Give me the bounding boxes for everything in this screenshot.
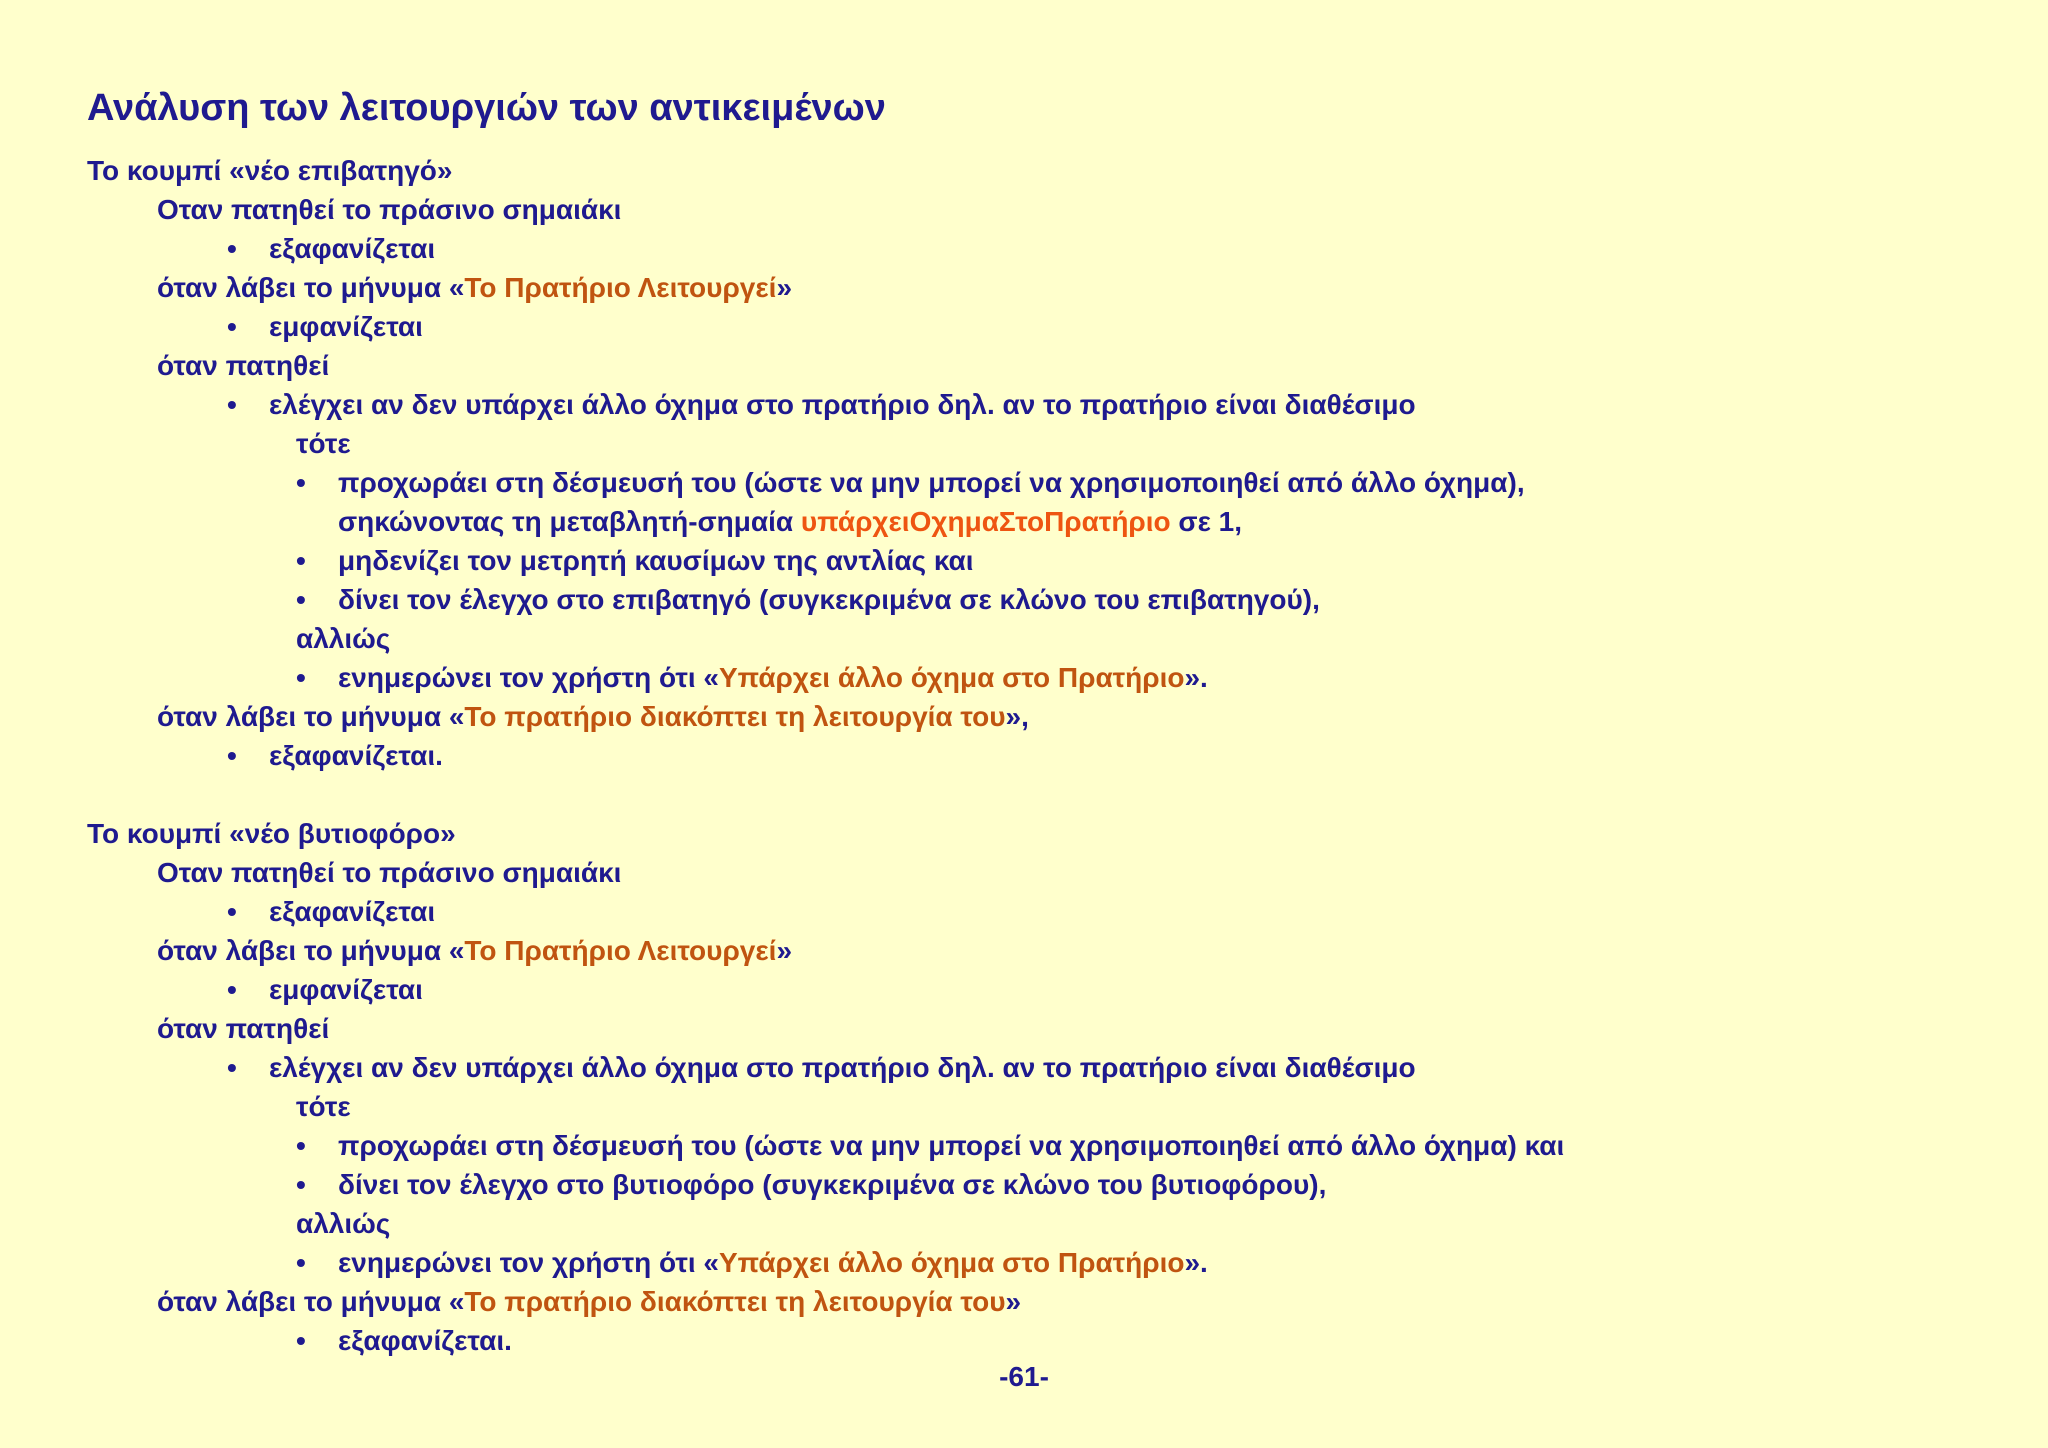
section2-msg-running-line xyxy=(157,932,792,970)
reserve-2-prefix: σηκώνοντας τη μεταβλητή-σημαία xyxy=(338,506,801,537)
msg-prefix: όταν λάβει το μήνυμα « xyxy=(157,935,465,966)
inform-msg: Υπάρχει άλλο όχημα στο Πρατήριο xyxy=(718,662,1185,693)
msg-stop-prefix: όταν λάβει το μήνυμα « xyxy=(157,701,465,732)
bullet-icon: • xyxy=(296,1169,306,1200)
bullet-icon: • xyxy=(227,311,237,342)
page-title: Ανάλυση των λειτουργιών των αντικειμένων xyxy=(87,87,886,129)
section1-then: τότε xyxy=(296,428,351,459)
section1-shows: εμφανίζεται xyxy=(269,311,423,342)
section1-else: αλλιώς xyxy=(296,623,391,654)
bullet-icon: • xyxy=(296,662,306,693)
section1-give-control: δίνει τον έλεγχο στο επιβατηγό (συγκεκριμένα σε κλώνο του επιβατηγού), xyxy=(338,584,1320,615)
section2-hides-end: εξαφανίζεται. xyxy=(338,1325,512,1356)
section2-when-clicked: όταν πατηθεί xyxy=(157,1013,330,1044)
msg-stop: Το πρατήριο διακόπτει τη λειτουργία του xyxy=(464,701,1006,732)
section1-checks: ελέγχει αν δεν υπάρχει άλλο όχημα στο πρατήριο δηλ. αν το πρατήριο είναι διαθέσιμο xyxy=(269,389,1416,420)
section2-checks: ελέγχει αν δεν υπάρχει άλλο όχημα στο πρατήριο δηλ. αν το πρατήριο είναι διαθέσιμο xyxy=(269,1052,1416,1083)
section1-reserve-2 xyxy=(338,503,1242,541)
section2-shows: εμφανίζεται xyxy=(269,974,423,1005)
bullet-icon: • xyxy=(296,1325,306,1356)
inform-prefix: ενημερώνει τον χρήστη ότι « xyxy=(338,1247,719,1278)
bullet-icon: • xyxy=(296,584,306,615)
section2-heading: Το κουμπί «νέο βυτιοφόρο» xyxy=(87,818,456,849)
msg-running: Το Πρατήριο Λειτουργεί xyxy=(464,272,777,303)
msg-suffix: » xyxy=(776,935,793,966)
bullet-icon: • xyxy=(296,1130,306,1161)
section2-reserve: προχωράει στη δέσμευσή του (ώστε να μην μπορεί να χρησιμοποιηθεί από άλλο όχημα) και xyxy=(338,1130,1565,1161)
section1-heading: Το κουμπί «νέο επιβατηγό» xyxy=(87,155,453,186)
section1-when-clicked: όταν πατηθεί xyxy=(157,350,330,381)
section2-give-control: δίνει τον έλεγχο στο βυτιοφόρο (συγκεκριμένα σε κλώνο του βυτιοφόρου), xyxy=(338,1169,1327,1200)
section1-hides: εξαφανίζεται xyxy=(269,233,436,264)
msg-stop-prefix: όταν λάβει το μήνυμα « xyxy=(157,1286,465,1317)
section2-msg-stop-line xyxy=(157,1283,1021,1321)
section1-flag-clicked: Οταν πατηθεί το πράσινο σημαιάκι xyxy=(157,194,622,225)
msg-running: Το Πρατήριο Λειτουργεί xyxy=(464,935,777,966)
bullet-icon: • xyxy=(227,974,237,1005)
msg-stop-suffix: », xyxy=(1005,701,1029,732)
page-number: -61- xyxy=(999,1361,1049,1392)
section1-reset-counter: μηδενίζει τον μετρητή καυσίμων της αντλίας και xyxy=(338,545,974,576)
inform-suffix: ». xyxy=(1184,1247,1208,1278)
section2-else: αλλιώς xyxy=(296,1208,391,1239)
variable-name: υπάρχειΟχημαΣτοΠρατήριο xyxy=(800,506,1171,537)
inform-msg: Υπάρχει άλλο όχημα στο Πρατήριο xyxy=(718,1247,1185,1278)
bullet-icon: • xyxy=(227,1052,237,1083)
msg-stop: Το πρατήριο διακόπτει τη λειτουργία του xyxy=(464,1286,1006,1317)
bullet-icon: • xyxy=(296,1247,306,1278)
msg-prefix: όταν λάβει το μήνυμα « xyxy=(157,272,465,303)
reserve-2-suffix: σε 1, xyxy=(1170,506,1242,537)
bullet-icon: • xyxy=(227,233,237,264)
bullet-icon: • xyxy=(296,467,306,498)
inform-prefix: ενημερώνει τον χρήστη ότι « xyxy=(338,662,719,693)
section1-reserve-1: προχωράει στη δέσμευσή του (ώστε να μην μπορεί να χρησιμοποιηθεί από άλλο όχημα), xyxy=(338,467,1525,498)
section1-hides-end: εξαφανίζεται. xyxy=(269,740,443,771)
section2-flag-clicked: Οταν πατηθεί το πράσινο σημαιάκι xyxy=(157,857,622,888)
section1-msg-running-line xyxy=(157,269,792,307)
bullet-icon: • xyxy=(227,740,237,771)
msg-suffix: » xyxy=(776,272,793,303)
section2-hides: εξαφανίζεται xyxy=(269,896,436,927)
inform-suffix: ». xyxy=(1184,662,1208,693)
section2-then: τότε xyxy=(296,1091,351,1122)
bullet-icon: • xyxy=(296,545,306,576)
bullet-icon: • xyxy=(227,389,237,420)
section1-inform xyxy=(338,659,1208,697)
bullet-icon: • xyxy=(227,896,237,927)
section1-msg-stop-line xyxy=(157,698,1029,736)
msg-stop-suffix: » xyxy=(1005,1286,1022,1317)
section2-inform xyxy=(338,1244,1208,1282)
